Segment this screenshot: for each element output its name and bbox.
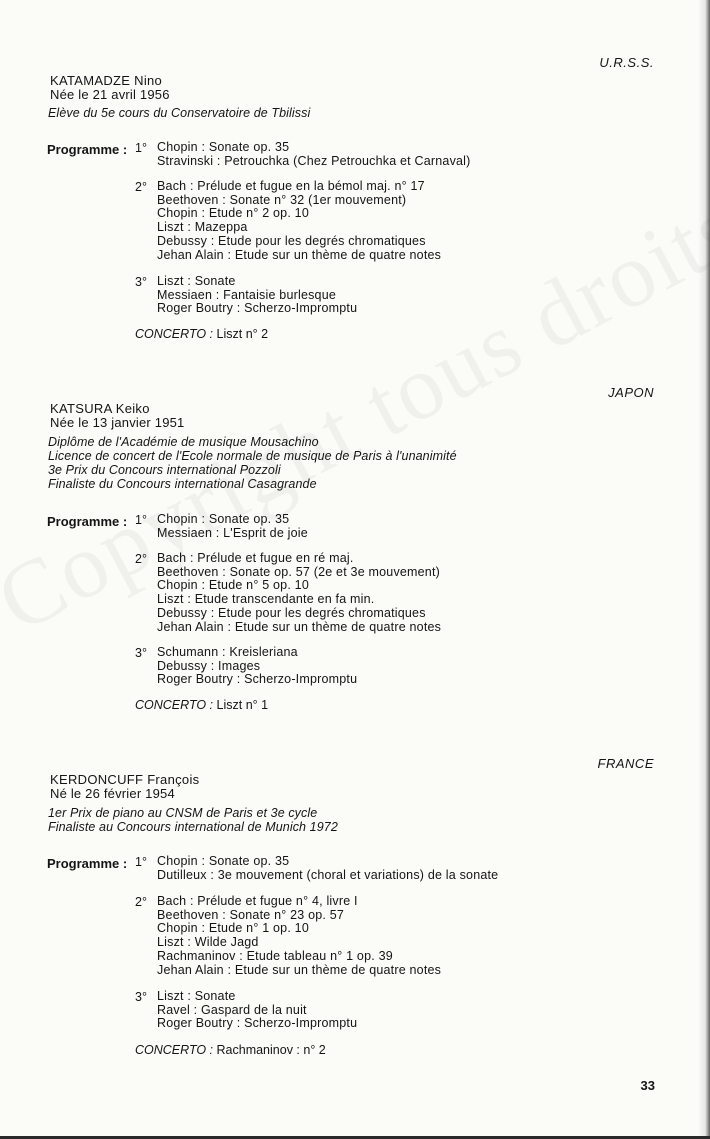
piece-line: Jehan Alain : Etude sur un thème de quatre notes xyxy=(157,619,442,634)
country-label: U.R.S.S. xyxy=(599,55,654,70)
piece-line: Chopin : Etude n° 5 op. 10 xyxy=(157,578,309,593)
concerto-label: CONCERTO : xyxy=(135,327,214,341)
credit-line: Licence de concert de l'Ecole normale de musique de Paris à l'unanimité xyxy=(48,449,457,463)
concerto-line xyxy=(135,1043,326,1057)
piece-line: Roger Boutry : Scherzo-Impromptu xyxy=(157,672,358,687)
piece-line: Liszt : Mazeppa xyxy=(157,220,248,235)
piece-line: Chopin : Etude n° 2 op. 10 xyxy=(157,206,309,221)
piece-line: Bach : Prélude et fugue en ré maj. xyxy=(157,551,354,565)
piece-line: Dutilleux : 3e mouvement (choral et variations) de la sonate xyxy=(157,867,499,882)
piece-line: Schumann : Kreisleriana xyxy=(157,645,298,659)
piece-line: Rachmaninov : Etude tableau n° 1 op. 39 xyxy=(157,948,393,963)
piece-line: Liszt : Sonate xyxy=(157,989,236,1003)
round-number: 2° xyxy=(135,180,147,194)
piece-line: Debussy : Etude pour les degrés chromatiques xyxy=(157,605,426,620)
piece-line: Jehan Alain : Etude sur un thème de quatre notes xyxy=(157,247,442,262)
birth-date: Née le 13 janvier 1951 xyxy=(50,415,185,430)
piece-line: Bach : Prélude et fugue en la bémol maj. n° 17 xyxy=(157,179,425,193)
piece-line: Messiaen : L'Esprit de joie xyxy=(157,525,308,540)
piece-line: Roger Boutry : Scherzo-Impromptu xyxy=(157,301,358,316)
candidate-name: KATSURA Keiko xyxy=(50,401,150,416)
round-number: 1° xyxy=(135,855,147,869)
round-number: 2° xyxy=(135,552,147,566)
credits-list xyxy=(48,435,457,491)
piece-line: Debussy : Etude pour les degrés chromatiques xyxy=(157,233,426,248)
credit-line: Finaliste du Concours international Casagrande xyxy=(48,477,317,491)
piece-line: Jehan Alain : Etude sur un thème de quatre notes xyxy=(157,962,442,977)
credit-line: Finaliste au Concours international de Munich 1972 xyxy=(48,820,338,834)
page-edge-shadow xyxy=(698,0,710,1139)
piece-line: Roger Boutry : Scherzo-Impromptu xyxy=(157,1016,358,1031)
programme-label: Programme : xyxy=(47,856,128,871)
birth-date: Né le 26 février 1954 xyxy=(50,786,175,801)
piece-line: Debussy : Images xyxy=(157,658,261,673)
piece-line: Chopin : Sonate op. 35 xyxy=(157,854,290,868)
piece-line: Beethoven : Sonate op. 57 (2e et 3e mouvement) xyxy=(157,564,440,579)
programme-label: Programme : xyxy=(47,142,128,157)
round-number: 1° xyxy=(135,141,147,155)
piece-line: Chopin : Etude n° 1 op. 10 xyxy=(157,921,309,936)
credit-line: Diplôme de l'Académie de musique Mousachino xyxy=(48,435,319,449)
country-label: FRANCE xyxy=(597,756,654,771)
round-number: 3° xyxy=(135,275,147,289)
piece-line: Beethoven : Sonate n° 23 op. 57 xyxy=(157,907,345,922)
round-number: 2° xyxy=(135,895,147,909)
candidate-name: KERDONCUFF François xyxy=(50,772,200,787)
concerto-value: Liszt n° 2 xyxy=(216,327,269,341)
piece-line: Ravel : Gaspard de la nuit xyxy=(157,1002,307,1017)
country-label: JAPON xyxy=(608,385,654,400)
concerto-label: CONCERTO : xyxy=(135,698,214,712)
round-number: 1° xyxy=(135,513,147,527)
piece-line: Chopin : Sonate op. 35 xyxy=(157,512,290,526)
piece-line: Stravinski : Petrouchka (Chez Petrouchka et Carnaval) xyxy=(157,153,471,168)
piece-line: Liszt : Wilde Jagd xyxy=(157,935,259,950)
page-number: 33 xyxy=(640,1078,655,1093)
concerto-line xyxy=(135,698,268,712)
concerto-value: Rachmaninov : n° 2 xyxy=(216,1043,326,1057)
piece-line: Liszt : Etude transcendante en fa min. xyxy=(157,592,375,607)
birth-date: Née le 21 avril 1956 xyxy=(50,87,170,102)
piece-line: Chopin : Sonate op. 35 xyxy=(157,140,290,154)
piece-line: Liszt : Sonate xyxy=(157,274,236,288)
candidate-name: KATAMADZE Nino xyxy=(50,73,163,88)
credits-list xyxy=(48,106,310,120)
round-number: 3° xyxy=(135,990,147,1004)
piece-line: Bach : Prélude et fugue n° 4, livre I xyxy=(157,894,358,908)
credit-line: Elève du 5e cours du Conservatoire de Tbilissi xyxy=(48,106,311,120)
concerto-line xyxy=(135,327,268,341)
concerto-label: CONCERTO : xyxy=(135,1043,214,1057)
credits-list xyxy=(48,806,338,834)
round-number: 3° xyxy=(135,646,147,660)
piece-line: Messiaen : Fantaisie burlesque xyxy=(157,287,337,302)
programme-label: Programme : xyxy=(47,514,128,529)
credit-line: 1er Prix de piano au CNSM de Paris et 3e cycle xyxy=(48,806,318,820)
credit-line: 3e Prix du Concours international Pozzoli xyxy=(48,463,281,477)
concerto-value: Liszt n° 1 xyxy=(216,698,269,712)
piece-line: Beethoven : Sonate n° 32 (1er mouvement) xyxy=(157,192,407,207)
